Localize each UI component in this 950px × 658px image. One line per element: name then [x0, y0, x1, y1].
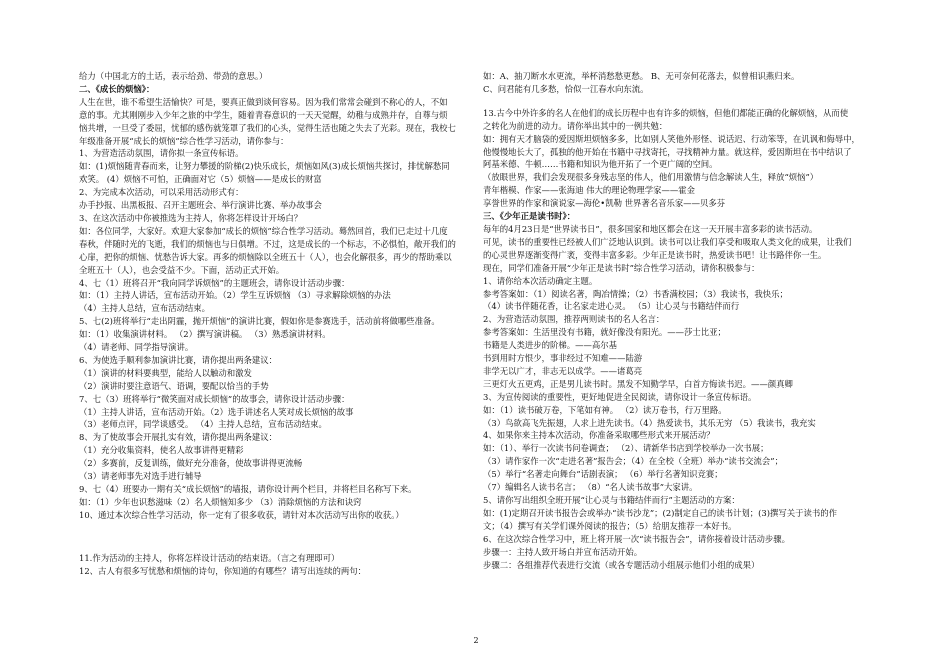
spacer [79, 522, 461, 552]
text-line: 参考答案如：生活里没有书籍，就好像没有阳光。——莎士比亚； [483, 327, 726, 338]
text-line: 阿基米德、牛顿……书籍和知识为他开拓了一个更广阔的空间。 [483, 159, 718, 170]
text-line: 1、请你给本次活动确定主题。 [483, 275, 598, 286]
text-line: 现在，同学们准备开展“少年正是读书时”综合性学习活动，请你积极参与： [483, 262, 760, 273]
text-line: 如：各位同学，大家好。欢迎大家参加“成长的烦恼”综合性学习活动。蓦然回首，我们已走过十几度 [79, 225, 448, 236]
text-line: 如：（1）少年也识愁滋味（2）名人烦恼知多少 （3）消除烦恼的方法和诀窍 [79, 496, 362, 507]
text-line: 恼共增，一旦受了委屈，忧郁的感伤就笼罩了我们的心头，觉得生活也随之失去了光彩。现在，我校七 [79, 122, 456, 133]
text-line: 心扉，把你的烦恼、忧愁告诉大家。再多的烦恼除以全班五十（人），也会化解很多，再少的帮助乘以 [79, 251, 452, 262]
text-line: 之转化为前进的动力。请你举出其中的一例共勉： [483, 120, 668, 131]
text-line: （7）编辑名人读书名言； （8）“名人读书故事”大家讲。 [483, 482, 698, 493]
text-line: 二、《成长的烦恼》： [79, 83, 155, 94]
text-line: 欢笑。 (4）烦恼不可怕，正确面对它（5）烦恼——是成长的财富 [79, 174, 322, 185]
text-line: 书籍是人类进步的阶梯。——高尔基 [483, 340, 617, 351]
text-line: 7、七（3）班将举行“微笑面对成长烦恼”的故事会，请你设计活动步骤： [79, 393, 350, 404]
text-line: （5）举行“名著走向舞台”话剧表演； （6）举行名著知识竞赛； [483, 469, 723, 480]
text-line: 年级准备开展“成长的烦恼”综合性学习活动，请你参与： [79, 135, 289, 146]
text-line: 3、在这次活动中你被推选为主持人，你将怎样设计开场白？ [79, 212, 303, 223]
text-line: 步骤二：各组推荐代表进行交流（或各专题活动小组展示他们小组的成果） [483, 559, 760, 570]
text-line: 9、七（4）班要办一期有关“成长烦恼”的墙报，请你设计两个栏目，并将栏目名称写下来。 [79, 484, 417, 494]
text-line: 3、为宣传阅读的重要性，更好地促进全民阅读，请你设计一条宣传标语。 [483, 391, 757, 402]
text-line: 他慢慢地长大了，孤独的他开始在书籍中寻找寄托，寻找精神力量。就这样，爱因斯坦在书中结识了 [483, 146, 852, 157]
text-line: 12、古人有很多写忧愁和烦恼的诗句，你知道的有哪些？请写出连续的两句： [79, 565, 367, 576]
text-line: 如：（1）收集演讲材料。 （2）撰写演讲稿。 （3）熟悉演讲材料。 [79, 329, 331, 340]
text-line: （3）请作家作一次“走进名著”报告会；（4）在全校（全班）举办“读书交流会”； [483, 456, 783, 467]
text-line: 6、在这次综合性学习中，班上将开展一次“读书报告会”，请你接着设计活动步骤。 [483, 533, 791, 544]
text-line: 非学无以广才，非志无以成学。——诸葛亮 [483, 365, 643, 376]
text-line: 5、七(2)班将举行“走出阴霾，抛开烦恼”的演讲比赛，假如你是参赛选手，活动前将做哪些准备。 [79, 316, 440, 327]
text-line: 2、为完成本次活动，可以采用活动形式有： [79, 187, 244, 198]
text-line: 三更灯火五更鸡，正是男儿读书时。黑发不知勤学早，白首方悔读书迟。——颜真卿 [483, 378, 793, 389]
text-line: 青年楷模、作家——张海迪 伟大的理论物理学家——霍金 [483, 185, 696, 196]
text-line: 如：(1)定期召开读书报告会或举办“读书沙龙”；(2)制定自己的读书计划；(3)撰写关于读书的作 [483, 507, 838, 518]
page-number: 2 [473, 636, 479, 645]
text-line: 文；（4）撰写有关学们课外阅读的报告；（5）给朋友推荐一本好书。 [483, 520, 737, 531]
text-line: 春秋，伴随时光的飞逝，我们的烦恼也与日俱增。不过，这是成长的一个标志，不必惧怕，敞开我们的 [79, 238, 456, 249]
text-line: 人生在世，谁不希望生活愉快？可是，要真正做到谈何容易。因为我们常常会碰到不称心的人，不如 [79, 96, 448, 107]
text-line: 享誉世界的作家和演说家—海伦•凯勒 世界著名音乐家——贝多芬 [483, 198, 726, 209]
text-line: C、问君能有几多愁，恰似一江春水向东流。 [483, 83, 649, 94]
text-line: 全班五十（人），也会受益不少。下面，活动正式开始。 [79, 264, 285, 275]
text-line: 书到用时方恨少，事非经过不知难——陆游 [483, 353, 643, 364]
text-line: 5、请你写出组织全班开展“让心灵与书籍结伴而行”主题活动的方案： [483, 495, 740, 505]
text-line: （1）主持人讲话，宣布活动开始。（2）选手讲述名人笑对成长烦恼的故事 [79, 406, 354, 417]
text-line: 如：（1）、举行一次读书问卷调查； （2）、请新华书店到学校举办一次书展； [483, 443, 769, 454]
text-line: 8、为了使故事会开展扎实有效，请你提出两条建议： [79, 432, 277, 443]
text-line: （4）请老师、同学指导演讲。 [79, 342, 194, 353]
text-line: （3）鸟欲高飞先振翅，人求上进先读书。（4）热爱读书，其乐无穷 （5）我读书，我充实 [483, 417, 816, 428]
text-line: 步骤一：主持人致开场白并宣布活动开始。 [483, 546, 643, 557]
right-column [483, 70, 879, 571]
text-line: 如：（1）主持人讲话，宣布活动开始。（2）学生互诉烦恼 （3）寻求解除烦恼的办法 [79, 290, 391, 301]
text-line: 的心灵世界逐渐变得广袤，变得丰富多彩。少年正是读书时，热爱读书吧！让书路伴你一生。 [483, 249, 827, 260]
text-line: 意的事。尤其刚刚步入少年之旅的中学生，随着青春意识的一天天觉醒，幼稚与成熟并存，自尊与烦 [79, 109, 448, 120]
text-line: （4）主持人总结，宣布活动结束。 [79, 303, 210, 314]
text-line: 如：（1）读书破万卷，下笔如有神。 （2）读万卷书，行万里路。 [483, 404, 727, 415]
text-line: 可见，读书的重要性已经被人们广泛地认识到。读书可以让我们享受和吸取人类文化的成果，让我们 [483, 236, 852, 247]
text-line: 如：A、抽刀断水水更流，举杯消愁愁更愁。 B、无可奈何花落去，似曾相识燕归来。 [483, 71, 800, 81]
text-line: （2）多赛前，反复训练，做好充分准备，使故事讲得更流畅 [79, 458, 303, 469]
text-line: （2）演讲时要注意语气、语调，要配以恰当的手势 [79, 380, 269, 391]
text-line: （3）请老师事先对选手进行辅导 [79, 471, 202, 482]
text-line: （4）读书伴随花香，让名家走进心灵。 （5）让心灵与书籍结伴而行 [483, 301, 740, 312]
text-line: 6、为使选手顺利参加演讲比赛，请你提出两条建议： [79, 354, 277, 365]
text-line: （1）充分收集资料，使名人故事讲得更精彩 [79, 445, 244, 456]
text-line: 每年的4月23日是“世界读书日”，很多国家和地区都会在这一天开展丰富多彩的读书活动。 [483, 223, 818, 234]
text-line: 如：(1)烦恼随青春而来，让努力攀援的阶梯(2)快乐成长，烦恼如风(3)成长烦恼共探讨，排忧解愁同 [79, 161, 450, 172]
text-line: （3）老师点评，同学谈感受。 （4）主持人总结，宣布活动结束。 [79, 419, 327, 430]
text-line: 给力（中国北方的土话，表示给劲、带劲的意思。） [79, 71, 268, 81]
text-line: 4、七（1）班将召开“我向同学诉烦恼”的主题班会，请你设计活动步骤： [79, 277, 350, 288]
left-column [79, 70, 461, 578]
text-line: （1）演讲的材料要典型，能给人以触动和激发 [79, 367, 252, 378]
text-line: （放眼世界，我们会发现很多身残志坚的伟人，他们用激情与信念解读人生，释放“烦恼”） [483, 172, 819, 183]
text-line: 参考答案如：（1）阅读名著，陶冶情操；（2）书香满校园；（3）我读书，我快乐； [483, 288, 788, 299]
text-line: 10、通过本次综合性学习活动，你一定有了很多收获，请针对本次活动写出你的收获。） [79, 509, 404, 520]
text-line: 如：拥有天才脑袋的爱因斯坦烦恼多多，比如别人笑他外形怪、说话迟、行动笨等，在讥讽和侮辱中， [483, 133, 860, 144]
spacer [483, 96, 879, 107]
text-line: 办手抄报、出黑板报、召开主题班会、举行演讲比赛、举办故事会 [79, 200, 322, 211]
text-line: 4、如果你来主持本次活动，你准备采取哪些形式来开展活动？ [483, 430, 715, 441]
text-line: 1、为营造活动氛围，请你拟一条宣传标语。 [79, 148, 244, 159]
text-line: 2、为营造活动氛围，推荐两则读书的名人名言： [483, 314, 665, 325]
text-line: 13.古今中外许多的名人在他们的成长历程中也有许多的烦恼，但他们都能正确的化解烦恼，从而使 [483, 107, 849, 118]
text-line: 三、《少年正是读书时》： [483, 211, 576, 222]
text-line: 11.作为活动的主持人，你将怎样设计活动的结束语。（言之有理即可） [79, 552, 340, 563]
